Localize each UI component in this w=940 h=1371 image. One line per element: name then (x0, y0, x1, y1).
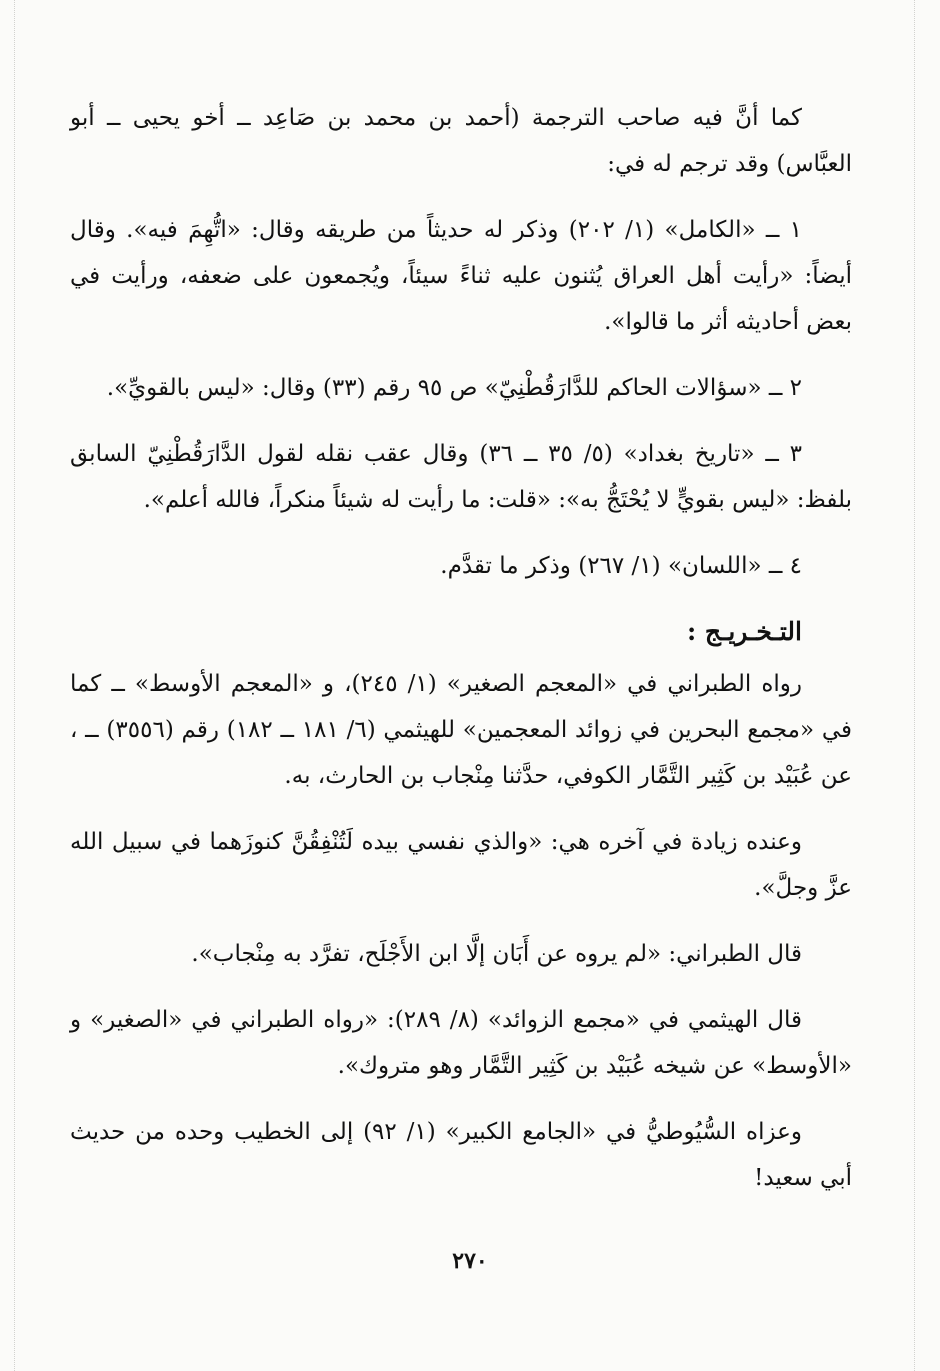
body-paragraph-2: وعنده زيادة في آخره هي: «والذي نفسي بيده لَتُنْفِقُنَّ كنوزَهما في سبيل الله عزَّ وجلَّ». (70, 829, 852, 901)
body-paragraph-1: رواه الطبراني في «المعجم الصغير» (١/ ٢٤٥)، و «المعجم الأوسط» ــ كما في «مجمع البحرين في زوائد المعجمين» للهيثمي (٦/ ١٨١ ــ ١٨٢) رقم (٣٥٥٦) ــ ، عن عُبَيْد بن كَثِير التَّمَّار الكوفي، حدَّثنا مِنْجاب بن الحارث، به. (70, 671, 852, 789)
body-paragraph-3: قال الطبراني: «لم يروه عن أَبَان إلَّا ابن الأَجْلَح، تفرَّد به مِنْجاب». (191, 941, 802, 967)
body-paragraph-4: قال الهيثمي في «مجمع الزوائد» (٨/ ٢٨٩): «رواه الطبراني في «الصغير» و «الأوسط» عن شيخه عُبَيْد بن كَثِير التَّمَّار وهو متروك». (70, 1007, 852, 1079)
page-content (70, 95, 852, 1221)
source-item-1: ١ ــ «الكامل» (١/ ٢٠٢) وذكر له حديثاً من طريقه وقال: «اتُّهِمَ فيه». وقال أيضاً: «رأيت أهل العراق يُثنون عليه ثناءً سيئاً، ويُجمعون على ضعفه، ورأيت في بعض أحاديثه أثر ما قالوا». (70, 217, 852, 335)
scan-edge-right (914, 0, 917, 1371)
source-item-4: ٤ ــ «اللسان» (١/ ٢٦٧) وذكر ما تقدَّم. (440, 553, 802, 579)
scan-edge-left (14, 0, 17, 1371)
page-number: ٢٧٠ (452, 1248, 488, 1274)
section-heading-takhrij: التـخـريـج : (686, 617, 802, 646)
body-paragraph-5: وعزاه السُّيُوطيُّ في «الجامع الكبير» (١/ ٩٢) إلى الخطيب وحده من حديث أبي سعيد! (70, 1119, 852, 1191)
source-item-2: ٢ ــ «سؤالات الحاكم للدَّارَقُطْنِيّ» ص ٩٥ رقم (٣٣) وقال: «ليس بالقويِّ». (106, 375, 802, 401)
intro-paragraph: كما أنَّ فيه صاحب الترجمة (أحمد بن محمد بن صَاعِد ــ أخو يحيى ــ أبو العبَّاس) وقد ترجم له في: (70, 105, 852, 177)
source-item-3: ٣ ــ «تاريخ بغداد» (٥/ ٣٥ ــ ٣٦) وقال عقب نقله لقول الدَّارَقُطْنِيّ السابق بلفظ: «ليس بقويٍّ لا يُحْتَجُّ به»: «قلت: ما رأيت له شيئاً منكراً، فالله أعلم». (70, 441, 852, 513)
